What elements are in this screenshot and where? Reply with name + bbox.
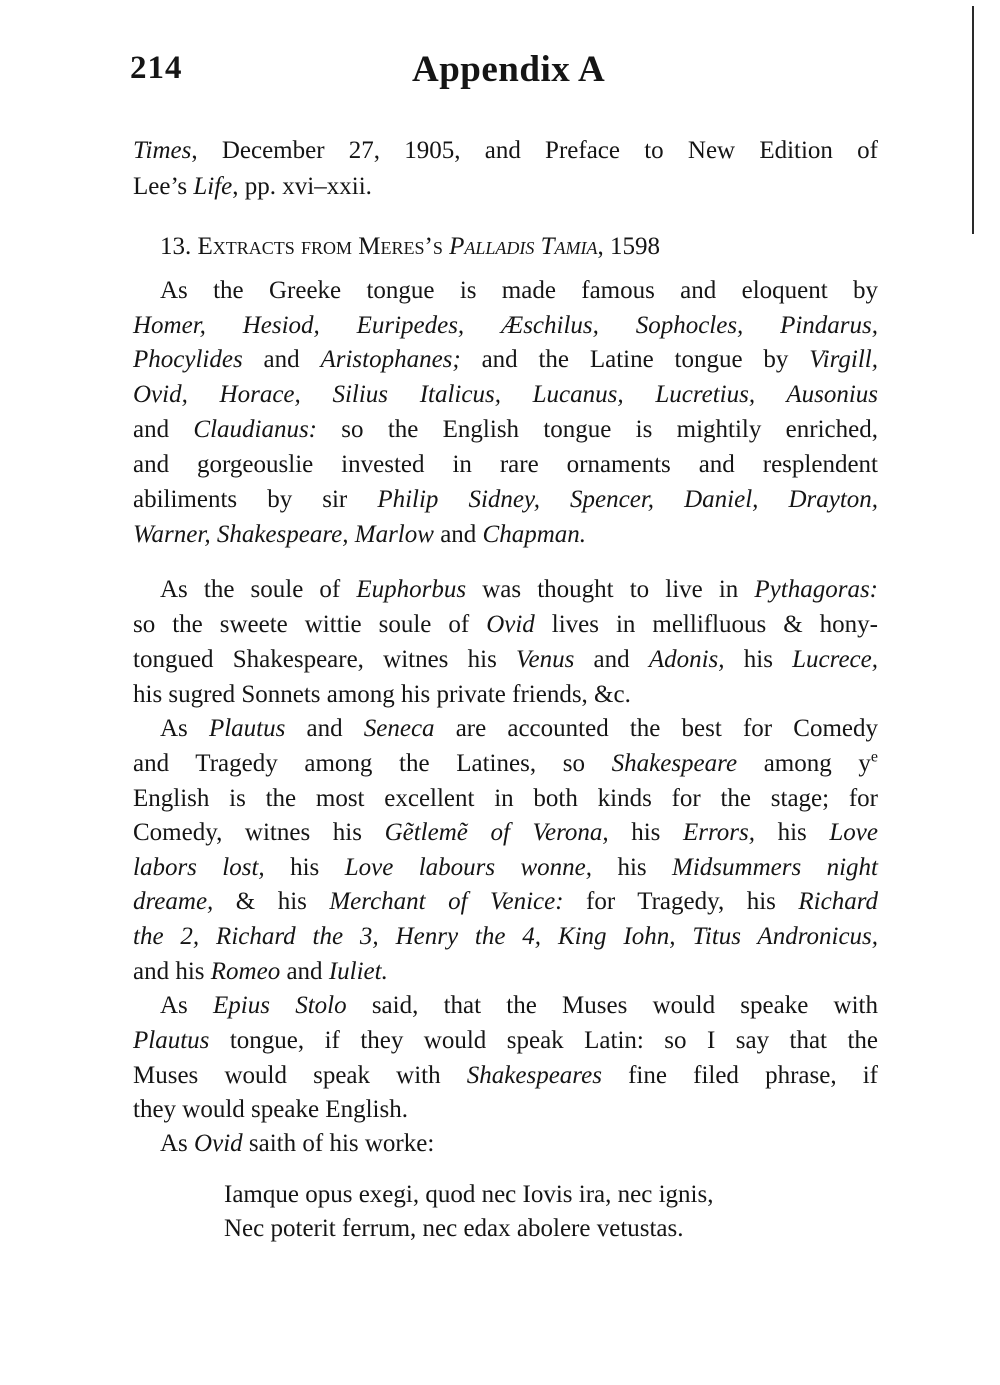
paragraph-3-line-6 [133,887,878,917]
work-venus: Venus [516,646,575,673]
paragraph-1-line-6: and gorgeouslie invested in rare ornaments and resplendent [133,451,878,478]
author-daniel: Daniel, [684,486,759,513]
work-richard-3: Richard the 3, [216,923,379,950]
name-ovid: Ovid [486,611,535,638]
paragraph-3-line-4-his-1: his [608,819,683,846]
paragraph-2-line-3-and: and [574,646,649,673]
paragraph-4-line-2-end: tongue, if they would speak Latin: so I say that the [209,1027,878,1054]
work-love-start: Love [829,819,878,846]
author-euripedes: Euripedes, [356,312,465,339]
paragraph-1-line-5-start: and [133,416,194,443]
paragraph-3-line-8 [133,957,388,987]
author-ausonius: Ausonius [786,381,879,408]
author-claudianus: Claudianus: [193,416,318,443]
paragraph-4-line-1-end: said, that the Muses would speake with [346,992,878,1019]
paragraph-2-line-2-end: lives in mellifluous & hony- [534,611,878,638]
paragraph-2-line-3-his: his [724,646,793,673]
paragraph-4-line-3-start: Muses would speak with [133,1062,467,1089]
paragraph-1-line-4 [133,380,878,410]
author-virgill: Virgill, [809,346,878,373]
superscript-e: e [870,748,879,766]
paragraph-2-line-2 [133,610,878,640]
paragraph-2-line-1 [160,575,878,605]
intro-source-title: Times [133,137,192,164]
work-love-labours-wonne: Love labours wonne, [344,854,593,881]
quotation-line-1: Iamque opus exegi, quod nec Iovis ira, nec ignis, [224,1181,714,1208]
paragraph-1-line-3-and: and [242,346,321,373]
paragraph-3-line-6-tragedy: for Tragedy, his [563,888,799,915]
name-seneca: Seneca [363,715,435,742]
paragraph-1-line-1: As the Greeke tongue is made famous and eloquent by [160,277,878,304]
paragraph-1-line-2 [133,311,878,341]
intro-line-2-end: , pp. xvi–xxii. [232,173,372,200]
paragraph-4-line-3-end: fine filed phrase, if [601,1062,879,1089]
paragraph-3-line-6-his: & his [213,888,330,915]
paragraph-3-line-3: English is the most excellent in both kinds for the stage; for [133,785,878,812]
paragraph-2-line-1-start: As the soule of [160,576,357,603]
paragraph-3-line-2 [133,749,878,779]
paragraph-3-line-4-start: Comedy, witnes his [133,819,385,846]
name-pythagoras: Pythagoras: [754,576,879,603]
work-henry-4: Henry the 4, [395,923,542,950]
page-number: 214 [130,50,183,86]
section-heading-year: , 1598 [597,233,661,260]
paragraph-2-line-3 [133,645,878,675]
author-chapman: Chapman. [482,521,587,548]
work-errors: Errors, [682,819,755,846]
paragraph-1-line-7-start: abiliments by sir [133,486,378,513]
paragraph-1-line-3 [133,345,878,375]
author-silius-italicus: Silius Italicus, [332,381,501,408]
author-philip-sidney: Philip Sidney, [377,486,540,513]
paragraph-3-line-1-end: are accounted the best for Comedy [434,715,878,742]
paragraph-3-line-2-end: among y [737,750,871,777]
paragraph-1-line-7 [133,485,878,515]
author-lucanus: Lucanus, [532,381,624,408]
paragraph-3-line-4 [133,818,878,848]
name-plautus-2: Plautus [133,1027,210,1054]
author-lucretius: Lucretius, [655,381,756,408]
work-richard-2: the 2, [133,923,200,950]
paragraph-3-line-8-and: and [280,958,329,985]
paragraph-2-line-3-start: tongued Shakespeare, witnes his [133,646,516,673]
author-horace: Horace, [219,381,301,408]
name-shakespeare: Shakespeare [611,750,738,777]
paragraph-1-line-8 [133,520,586,550]
name-epius-stolo: Epius Stolo [213,992,347,1019]
paragraph-5-line-1-start: As [160,1130,195,1157]
paragraph-1-line-5-end: so the English tongue is mightily enriched, [317,416,878,443]
paragraph-4-line-2 [133,1026,878,1056]
paragraph-2-line-1-middle: was thought to live in [466,576,755,603]
section-heading-text: Extracts from Meres’s [197,233,443,260]
author-sophocles: Sophocles, [635,312,744,339]
author-shakespeare: Shakespeare, [216,521,349,548]
author-ovid: Ovid, [133,381,188,408]
work-lucrece: Lucrece, [792,646,878,673]
work-romeo: Romeo [210,958,281,985]
work-king-iohn: King Iohn, [557,923,676,950]
paragraph-3-line-5-his-2: his [592,854,673,881]
name-euphorbus: Euphorbus [356,576,467,603]
work-love-labors-lost: labors lost, [133,854,265,881]
paragraph-4-line-3 [133,1061,878,1091]
paragraph-5-line-1 [160,1129,434,1159]
author-spencer: Spencer, [570,486,655,513]
author-drayton: Drayton, [788,486,879,513]
section-number: 13. [160,233,192,260]
name-shakespeares: Shakespeares [466,1062,602,1089]
intro-line-1-text: , December 27, 1905, and Preface to New Edition of [191,137,878,164]
intro-line-1 [133,136,878,166]
paragraph-1-line-5 [133,415,878,445]
paragraph-3-line-1-start: As [160,715,209,742]
paragraph-3-line-5-his-1: his [264,854,345,881]
paragraph-3-line-4-his-2: his [755,819,830,846]
work-titus-andronicus: Titus Andronicus, [692,923,879,950]
paragraph-3-line-8-start: and his [133,958,211,985]
author-warner: Warner, [133,521,211,548]
work-dreame: dreame, [133,888,214,915]
page-edge-line [972,6,974,234]
work-midsummers-night: Midsummers night [672,854,878,881]
paragraph-4-line-4: they would speake English. [133,1096,408,1123]
running-head: Appendix A [412,49,606,90]
paragraph-3-line-5 [133,853,878,883]
paragraph-3-line-7 [133,922,878,952]
paragraph-2-line-2-start: so the sweete wittie soule of [133,611,487,638]
section-heading [160,232,660,262]
name-ovid-2: Ovid [194,1130,243,1157]
author-aeschilus: Æschilus, [500,312,599,339]
author-homer: Homer, [133,312,206,339]
author-pindarus: Pindarus, [780,312,879,339]
author-phocylides: Phocylides [133,346,243,373]
intro-line-2-title: Life [193,173,233,200]
work-merchant-of-venice: Merchant of Venice: [329,888,564,915]
quotation-line-2: Nec poterit ferrum, nec edax abolere vetustas. [224,1215,684,1242]
paragraph-4-line-1 [160,991,878,1021]
intro-line-2-start: Lee’s [133,173,194,200]
paragraph-5-line-1-end: saith of his worke: [242,1130,435,1157]
work-adonis: Adonis, [648,646,725,673]
paragraph-3-line-1-and: and [285,715,364,742]
paragraph-1-line-3-latin: and the Latine tongue by [460,346,810,373]
author-marlow: Marlow [354,521,434,548]
work-iuliet: Iuliet. [328,958,388,985]
author-hesiod: Hesiod, [242,312,320,339]
section-heading-title: Palladis Tamia [449,233,598,260]
paragraph-3-line-1 [160,714,878,744]
name-plautus: Plautus [208,715,286,742]
paragraph-4-line-1-start: As [160,992,214,1019]
paragraph-1-line-8-and: and [433,521,483,548]
paragraph-2-line-4: his sugred Sonnets among his private friends, &c. [133,681,631,708]
intro-line-2 [133,172,372,202]
author-aristophanes: Aristophanes; [320,346,461,373]
work-richard-start: Richard [798,888,878,915]
work-gentlemen-of-verona: Gẽtlemẽ of Verona, [384,819,609,846]
paragraph-3-line-2-start: and Tragedy among the Latines, so [133,750,612,777]
